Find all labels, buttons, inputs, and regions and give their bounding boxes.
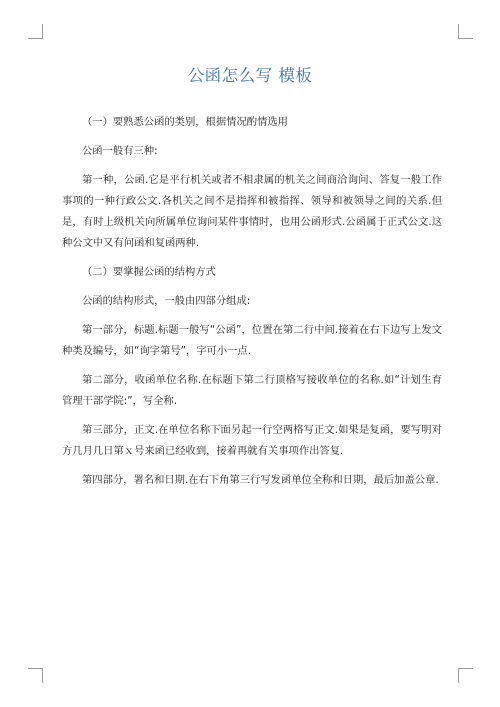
page-title: 公函怎么写 模板 <box>187 66 313 85</box>
crop-mark-bottom-right <box>458 668 473 683</box>
document-body <box>62 112 442 499</box>
paragraph-structure-intro: 公函的结构形式，一般由四部分组成: <box>82 295 251 307</box>
crop-mark-bottom-left <box>28 668 43 683</box>
paragraph-part-four: 第四部分，署名和日期.在右下角第三行写发函单位全称和日期，最后加盖公章. <box>82 474 439 486</box>
crop-mark-top-right <box>458 24 473 39</box>
paragraph-part-three: 第三部分，正文.在单位名称下面另起一行空两格写正文.如果是复函，要写明对方几月几日第ｘ号来函已经收到，接着再就有关事项作出答复. <box>62 424 442 457</box>
paragraph-section-two-heading: （二）要掌握公函的结构方式 <box>82 266 216 278</box>
paragraph-three-types-intro: 公函一般有三种: <box>82 145 158 157</box>
crop-mark-top-left <box>28 24 43 39</box>
paragraph-part-one: 第一部分，标题.标题一般写“公函”，位置在第二行中间.接着在右下边写上发文种类及编号，如“询字第号”，字可小一点. <box>62 324 442 357</box>
paragraph-type-one: 第一种，公函.它是平行机关或者不相隶属的机关之间商洽询问、答复一般工作事项的一种行政公文.各机关之间不是指挥和被指挥、领导和被领导之间的关系.但是，有时上级机关向所属单位询问某件事情时，也用公函形式.公函属于正式公文.这种公文中又有问函和复函两种. <box>62 174 442 249</box>
paragraph-part-two: 第二部分，收函单位名称.在标题下第二行顶格写接收单位的名称.如“计划生育管理干部学院:”，写全称. <box>62 374 442 407</box>
paragraph-section-one-heading: （一）要熟悉公函的类别，根据情况酌情选用 <box>82 116 288 128</box>
